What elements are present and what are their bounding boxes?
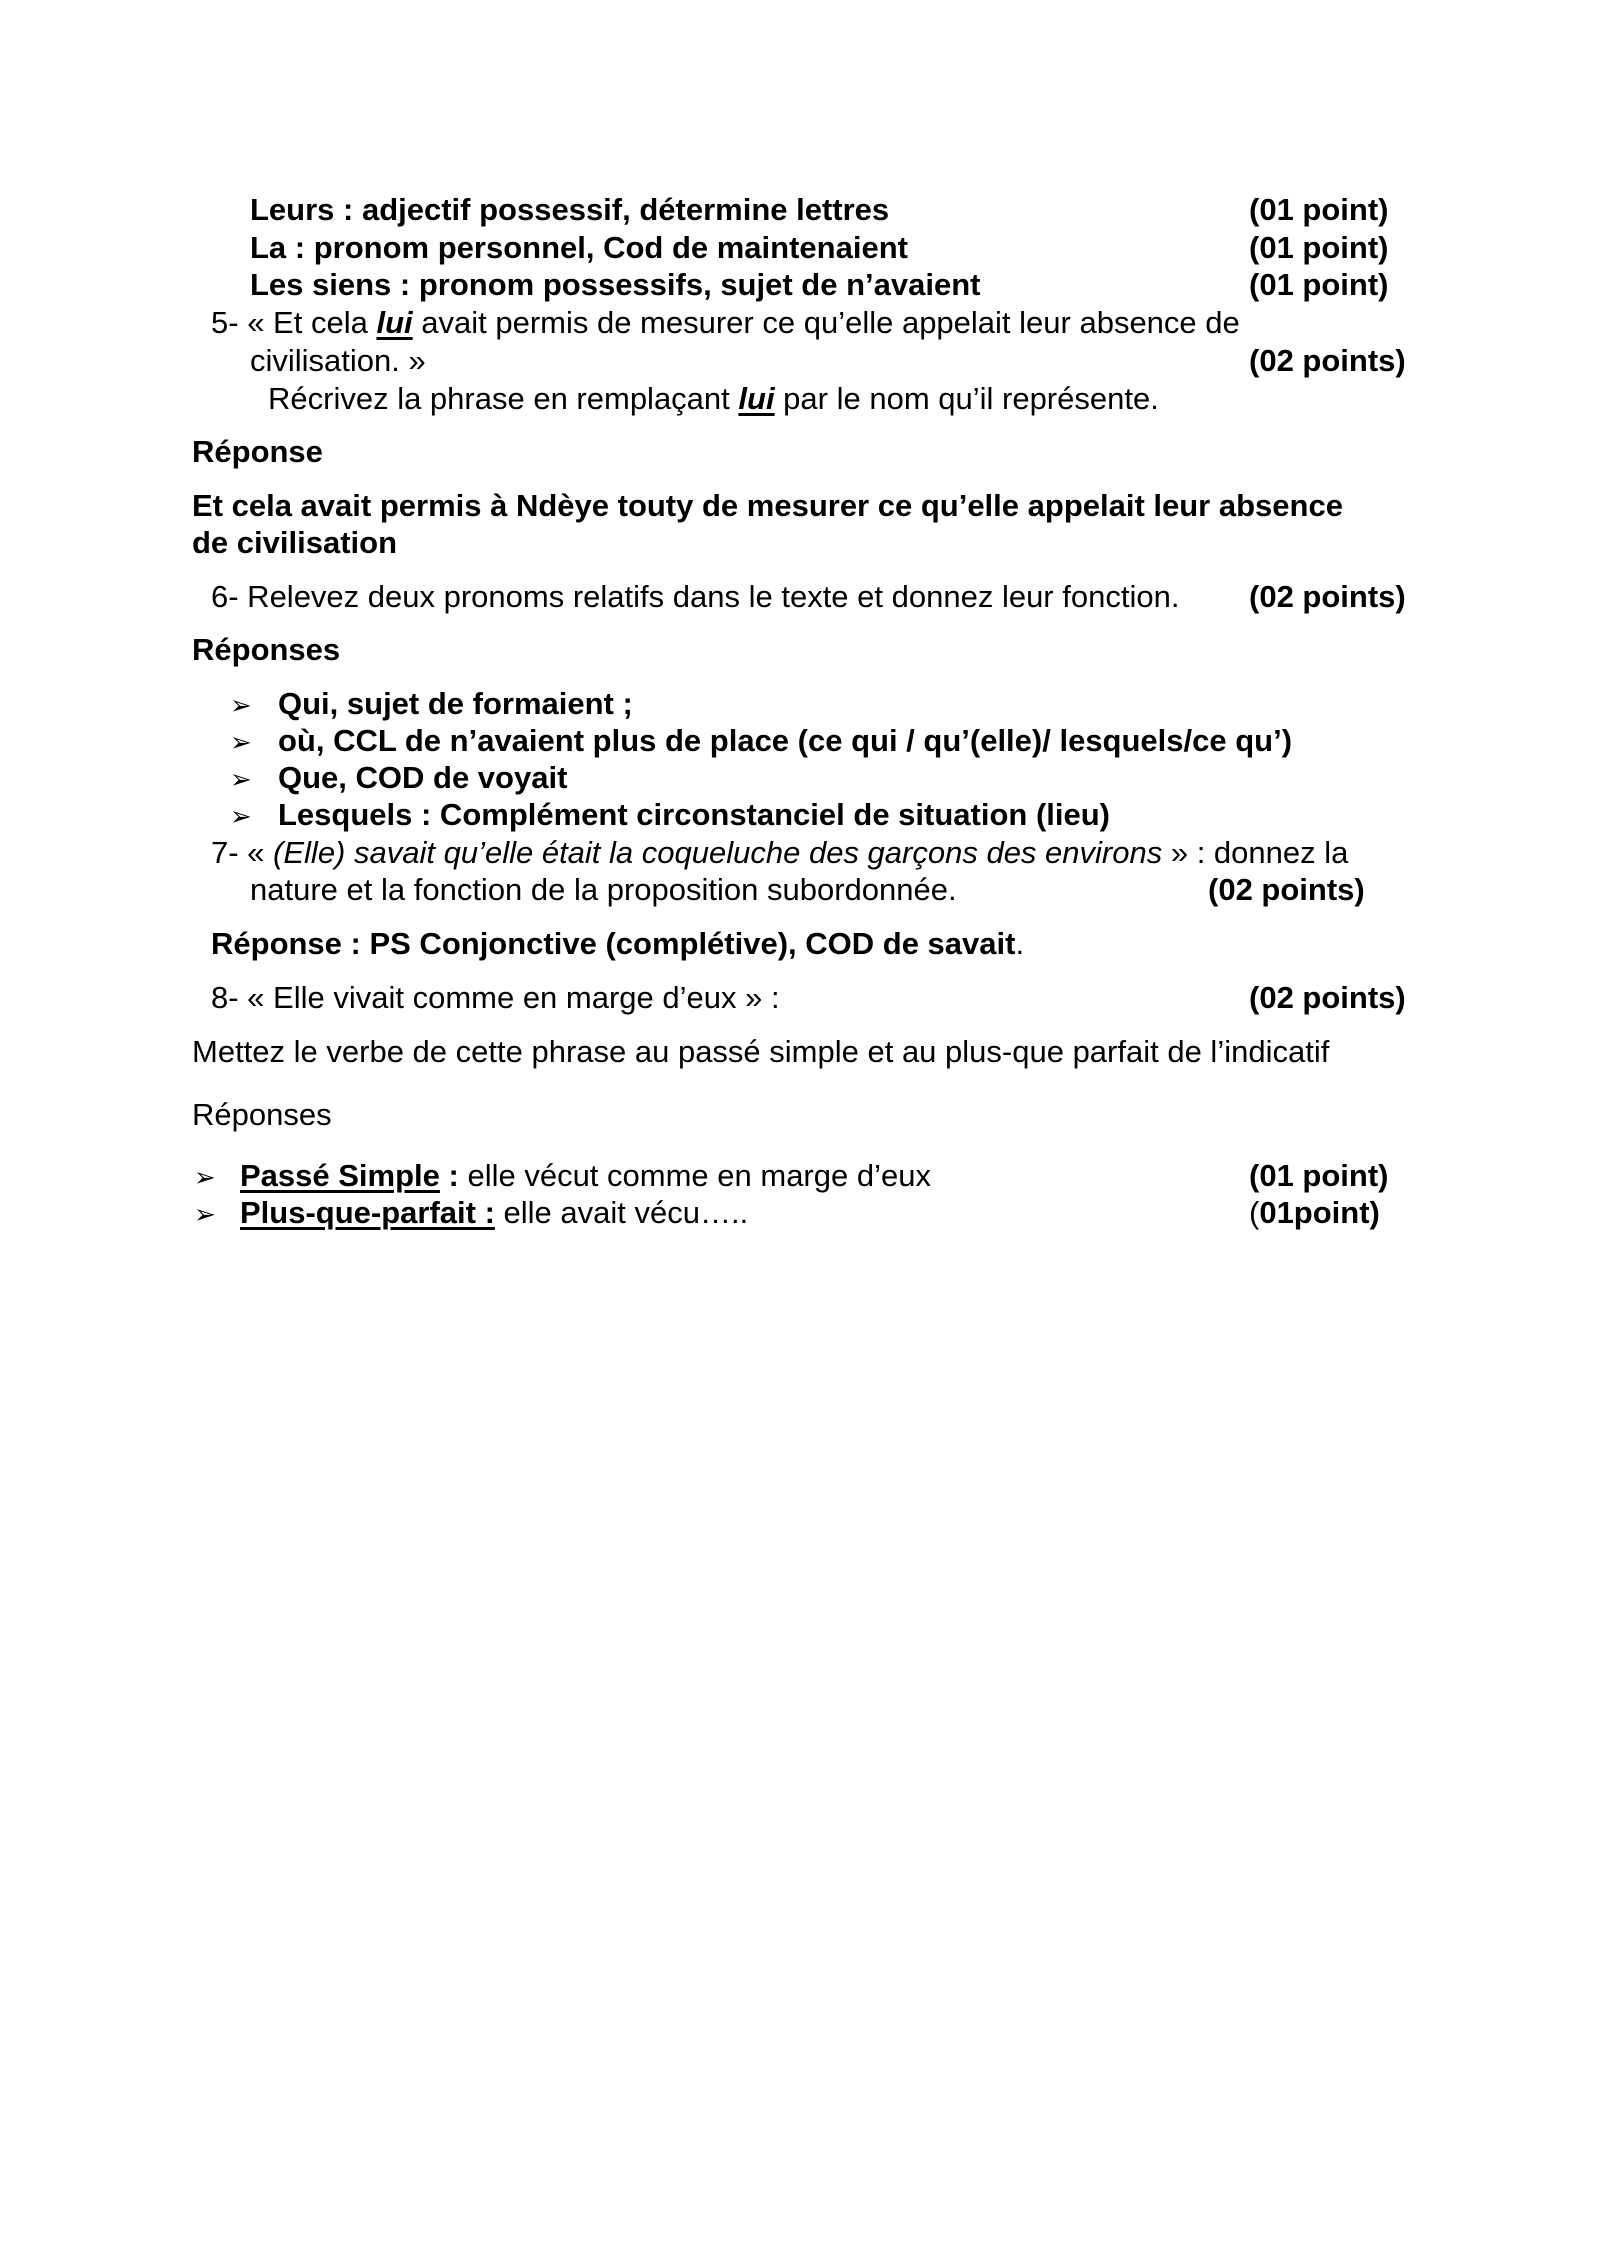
list-item: Qui, sujet de formaient ; — [278, 686, 633, 721]
question-7-line1 — [211, 834, 1348, 871]
points-value: 01point) — [1259, 1195, 1380, 1230]
question-5-text-b: avait permis de mesurer ce qu’elle appelait leur absence de — [412, 305, 1240, 340]
bullet-arrow-icon: ➢ — [230, 691, 252, 721]
response-q5-line1: Et cela avait permis à Ndèye touty de mesurer ce qu’elle appelait leur absence — [192, 488, 1343, 523]
instruction-text-b: par le nom qu’il représente. — [774, 381, 1159, 416]
response-plus-que-parfait — [240, 1194, 748, 1231]
question-5-instruction — [268, 380, 1159, 417]
question-7-quote: (Elle) savait qu’elle était la coqueluche des garçons des environs — [273, 835, 1163, 870]
response-label-q5: Réponse — [192, 434, 323, 469]
passe-simple-label: Passé Simple — [240, 1158, 440, 1193]
bullet-arrow-icon: ➢ — [230, 728, 252, 758]
answer-line-la: La : pronom personnel, Cod de maintenaient — [250, 230, 908, 265]
question-7-line2: nature et la fonction de la proposition subordonnée. — [250, 872, 957, 907]
plus-que-parfait-text: elle avait vécu….. — [494, 1195, 749, 1230]
response-q7 — [211, 925, 1024, 962]
points-les-siens: (01 point) — [1249, 267, 1389, 302]
answer-line-les-siens: Les siens : pronom possessifs, sujet de n’avaient — [250, 267, 981, 302]
passe-simple-colon: : — [439, 1158, 459, 1193]
question-5-text-a: « Et cela — [247, 305, 377, 340]
points-q5: (02 points) — [1249, 343, 1406, 378]
points-q8: (02 points) — [1249, 980, 1406, 1015]
points-q7: (02 points) — [1208, 872, 1365, 907]
question-7-number: 7- « — [211, 835, 265, 870]
list-item: Lesquels : Complément circonstanciel de situation (lieu) — [278, 797, 1110, 832]
list-item: Que, COD de voyait — [278, 760, 568, 795]
points-leurs: (01 point) — [1249, 192, 1389, 227]
points-la: (01 point) — [1249, 230, 1389, 265]
points-plus-que-parfait — [1249, 1194, 1380, 1231]
response-q7-text: Réponse : PS Conjonctive (complétive), COD de savait — [211, 926, 1016, 961]
question-6: 6- Relevez deux pronoms relatifs dans le texte et donnez leur fonction. — [211, 579, 1180, 614]
instruction-lui: lui — [738, 381, 775, 416]
bullet-arrow-icon: ➢ — [230, 802, 252, 832]
plus-que-parfait-label: Plus-que-parfait : — [240, 1195, 495, 1230]
points-q6: (02 points) — [1249, 579, 1406, 614]
response-q7-end: . — [1015, 926, 1025, 961]
bullet-arrow-icon: ➢ — [194, 1163, 216, 1193]
points-open-paren: ( — [1249, 1195, 1260, 1230]
response-label-q6: Réponses — [192, 632, 341, 667]
bullet-arrow-icon: ➢ — [230, 765, 252, 795]
response-label-q8: Réponses — [192, 1097, 332, 1132]
question-5-line2: civilisation. » — [250, 343, 426, 378]
question-number: 5- — [211, 305, 239, 340]
list-item: où, CCL de n’avaient plus de place (ce qui / qu’(elle)/ lesquels/ce qu’) — [278, 723, 1293, 758]
question-8: 8- « Elle vivait comme en marge d’eux » : — [211, 980, 780, 1015]
points-passe-simple: (01 point) — [1249, 1158, 1389, 1193]
passe-simple-text: elle vécut comme en marge d’eux — [458, 1158, 931, 1193]
response-passe-simple — [240, 1157, 931, 1194]
question-5-line1 — [211, 304, 1240, 341]
highlight-lui: lui — [376, 305, 413, 340]
instruction-text-a: Récrivez la phrase en remplaçant — [268, 381, 739, 416]
bullet-arrow-icon: ➢ — [194, 1200, 216, 1230]
answer-line-leurs: Leurs : adjectif possessif, détermine lettres — [250, 192, 890, 227]
question-7-after: » : donnez la — [1162, 835, 1349, 870]
question-8-instruction: Mettez le verbe de cette phrase au passé simple et au plus-que parfait de l’indicatif — [192, 1034, 1330, 1069]
response-q5-line2: de civilisation — [192, 525, 398, 560]
